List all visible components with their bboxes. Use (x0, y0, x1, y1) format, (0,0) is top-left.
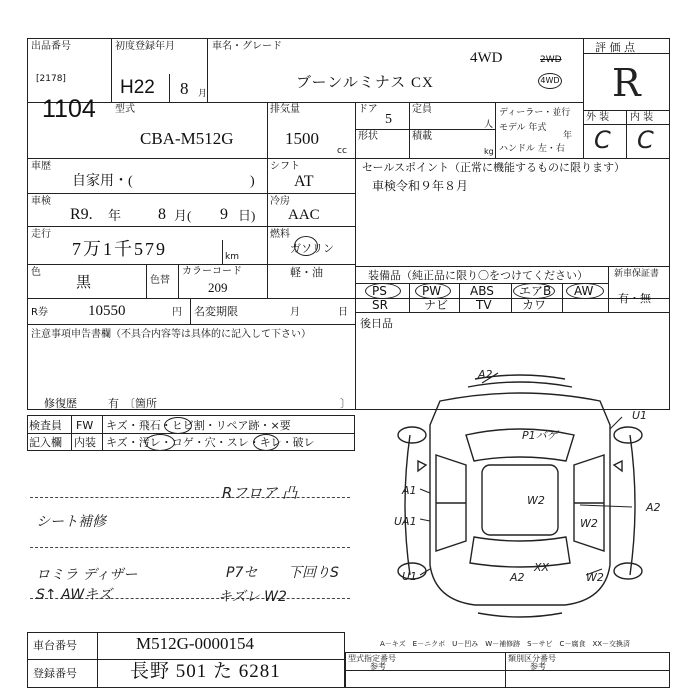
divider (355, 312, 670, 313)
grade-value: R (612, 61, 641, 105)
divider (409, 283, 410, 312)
displacement-unit: cc (337, 146, 347, 156)
interior-items: キズ・汚レ・コゲ・穴・スレ・キレ・破レ (106, 436, 315, 449)
plate-label: 登録番号 (33, 667, 77, 680)
lot-label: 出品番号 (31, 41, 71, 52)
divider (583, 38, 584, 158)
history-value: 自家用・( (72, 174, 133, 189)
first-reg-label: 初度登録年月 (115, 41, 175, 52)
divider (222, 240, 223, 264)
divider (355, 129, 495, 130)
writer-label: 記入欄 (29, 436, 62, 449)
drive-type: 4WD (470, 50, 503, 66)
equip-ps: PS (372, 284, 387, 298)
first-reg-month: 8 (180, 79, 189, 98)
type-label: 型式 (115, 104, 135, 115)
shift-value: AT (294, 173, 314, 190)
divider (27, 264, 355, 265)
divider (146, 264, 147, 298)
month-unit: 月 (198, 89, 208, 99)
divider (505, 652, 506, 688)
hand-note: 下回りS (288, 565, 339, 581)
new-car-warranty-value: 有・無 (618, 292, 651, 305)
interior-circle-1 (145, 434, 175, 451)
divider (178, 264, 179, 298)
inspection-label: 車検 (31, 196, 51, 207)
lot-number: 1104 (42, 95, 96, 123)
equip-sr: SR (372, 298, 388, 312)
diagram-label: W2 (580, 517, 598, 530)
divider (355, 102, 356, 158)
equip-pw: PW (422, 284, 442, 298)
divider (495, 102, 496, 158)
capacity-unit: 人 (484, 120, 494, 130)
color-code-value: 209 (208, 280, 228, 295)
fuel-light: 軽・油 (290, 266, 323, 279)
notes-label: 注意事項申告書欄（不具合内容等は具体的に記入して下さい） (31, 329, 311, 340)
hand-note: ロミラ ディザー (36, 567, 138, 583)
sales-label: セールスポイント（正常に機能するものに限ります） (362, 161, 626, 174)
diagram-label: XX (534, 561, 550, 574)
diagram-label: P1バゲ (522, 429, 558, 442)
equip-navi: ナビ (424, 298, 449, 312)
chassis-value: M512G-0000154 (136, 634, 255, 653)
grade-label: 評 価 点 (595, 41, 635, 54)
doors-label: ドア (358, 104, 378, 115)
equip-tv: TV (476, 298, 492, 312)
equip-ps-circle (365, 283, 401, 299)
equipment-label: 装備品（純正品に限り〇をつけてください） (368, 269, 588, 282)
diagram-label: A2 (646, 501, 661, 514)
class-ref: 参考 (530, 662, 546, 671)
divider (102, 415, 103, 451)
drive-circled: 4WD (538, 73, 562, 89)
inspection-month: 8 (158, 206, 166, 223)
divider (608, 266, 609, 312)
divider (626, 110, 627, 158)
shift-label: シフト (270, 161, 300, 172)
fuel-gas: ガソリン (290, 242, 334, 255)
shape-label: 形状 (358, 131, 378, 142)
hand-note: Rフロア 凸 (222, 484, 298, 502)
lot-code: [2178] (36, 74, 66, 84)
divider (267, 102, 268, 158)
repair-value: 有 (108, 397, 119, 410)
inspection-year-unit: 年 (108, 208, 122, 223)
inspection-day-unit: 日) (238, 208, 256, 223)
divider (27, 298, 670, 299)
type-value: CBA-M512G (140, 129, 234, 148)
history-close: ) (250, 174, 255, 189)
diagram-label: A2 (478, 368, 493, 381)
load-label: 積載 (412, 131, 432, 142)
drive-alt: 2WD (540, 55, 562, 65)
damage-legend: A－キズ E－ニクボ U－凹み W－補修跡 S－サビ C－腐食 XX－交換済 (380, 640, 631, 648)
hand-note: P7セ (226, 565, 258, 581)
name-change-day: 日 (338, 307, 348, 318)
year-unit: 年 (563, 131, 573, 141)
divider (355, 266, 670, 267)
color-label: 色 (31, 267, 41, 278)
displacement-label: 排気量 (270, 104, 300, 115)
interior-circle-2 (253, 434, 279, 451)
equip-pw-circle (415, 283, 451, 299)
note-line (30, 547, 350, 548)
fw-label: FW (76, 419, 94, 432)
divider (71, 415, 72, 451)
equip-abs: ABS (470, 284, 494, 298)
divider (97, 632, 98, 688)
hand-note: シート補修 (36, 514, 106, 530)
divider (27, 324, 355, 325)
mileage-unit: km (225, 252, 239, 262)
divider (27, 433, 355, 434)
fw-circle (164, 417, 192, 434)
divider (583, 110, 670, 111)
inspector-label: 検査員 (29, 419, 62, 432)
divider (562, 283, 563, 312)
diagram-label: A1 (402, 484, 417, 497)
mileage-value: 7万1千579 (72, 239, 167, 259)
recycle-value: 10550 (88, 303, 126, 319)
exterior-grade: C (594, 126, 611, 154)
model-name: ブーンルミナス CX (296, 75, 434, 91)
divider (27, 226, 355, 227)
diagram-label: W2 (586, 571, 604, 584)
hand-note: S↑ AWキズ (36, 587, 112, 603)
color-change-label: 色替 (150, 275, 170, 286)
repair-close: 〕 (340, 397, 351, 410)
fuel-label: 燃料 (270, 229, 290, 240)
name-change-month: 月 (290, 307, 300, 318)
equip-aw: AW (574, 284, 594, 298)
hand-note: キズレ W2 (218, 589, 287, 605)
color-value: 黒 (76, 275, 92, 291)
color-code-label: カラーコード (182, 266, 242, 277)
divider (27, 102, 583, 103)
divider (169, 74, 170, 102)
divider (267, 158, 268, 298)
exterior-label: 外 装 (586, 112, 610, 123)
interior-grade: C (637, 126, 654, 154)
interior-row-label: 内装 (74, 436, 96, 449)
inspection-day: 9 (220, 206, 228, 223)
model-label: 車名・グレード (212, 41, 282, 52)
interior-grade-label: 内 装 (630, 112, 654, 123)
recycle-label: R券 (31, 307, 48, 318)
diagram-label: W2 (527, 494, 545, 507)
equip-airbag: エアB (519, 284, 552, 298)
divider (345, 670, 670, 671)
load-unit: kg (484, 147, 494, 156)
new-car-warranty-label: 新車保証書 (614, 269, 660, 279)
divider (27, 158, 670, 159)
divider (409, 102, 410, 158)
capacity-label: 定員 (412, 104, 432, 115)
diagram-label: U1 (632, 409, 648, 422)
first-reg-year: H22 (120, 77, 155, 98)
divider (355, 158, 356, 410)
model-year-label: モデル 年式 (499, 123, 547, 133)
steering-label: ハンドル 左・右 (499, 144, 565, 154)
divider (27, 659, 345, 660)
fw-items: キズ・飛石・ヒビ割・リペア跡・×要 (106, 419, 291, 432)
type-designation-label: 型式指定番号 (348, 654, 396, 663)
doors-value: 5 (385, 112, 392, 127)
type-designation-ref: 参考 (370, 662, 386, 671)
diagram-label: U1 (402, 570, 418, 583)
repair-parts: 〔箇所 (124, 397, 157, 410)
chassis-label: 車台番号 (33, 639, 77, 652)
note-line (30, 497, 350, 498)
inspection-month-unit: 月( (174, 208, 192, 223)
equip-airbag-circle (513, 283, 555, 299)
divider (207, 38, 208, 102)
divider (459, 283, 460, 312)
divider (27, 193, 355, 194)
equip-leather: カワ (522, 298, 547, 312)
mileage-label: 走行 (31, 229, 51, 240)
fuel-circle (294, 236, 318, 256)
displacement-value: 1500 (285, 129, 319, 148)
ac-label: 冷房 (270, 196, 290, 207)
divider (190, 298, 191, 324)
ac-value: AAC (288, 207, 320, 223)
name-change-label: 名変期限 (194, 305, 238, 318)
repair-label: 修復歴 (44, 397, 77, 410)
sales-text: 車検令和９年８月 (372, 179, 469, 193)
dealer-label: ディーラー・並行 (499, 108, 571, 118)
inspection-year: R9. (70, 206, 93, 223)
diagram-label: UA1 (394, 515, 417, 528)
rear-label: 後日品 (360, 317, 393, 330)
yen-unit: 円 (172, 307, 182, 318)
plate-value: 長野 501 た 6281 (130, 661, 281, 682)
divider (511, 283, 512, 312)
divider (111, 38, 112, 102)
class-label: 類別区分番号 (508, 654, 556, 663)
history-label: 車歴 (31, 161, 51, 172)
diagram-label: A2 (510, 571, 525, 584)
equip-aw-circle (566, 283, 604, 299)
